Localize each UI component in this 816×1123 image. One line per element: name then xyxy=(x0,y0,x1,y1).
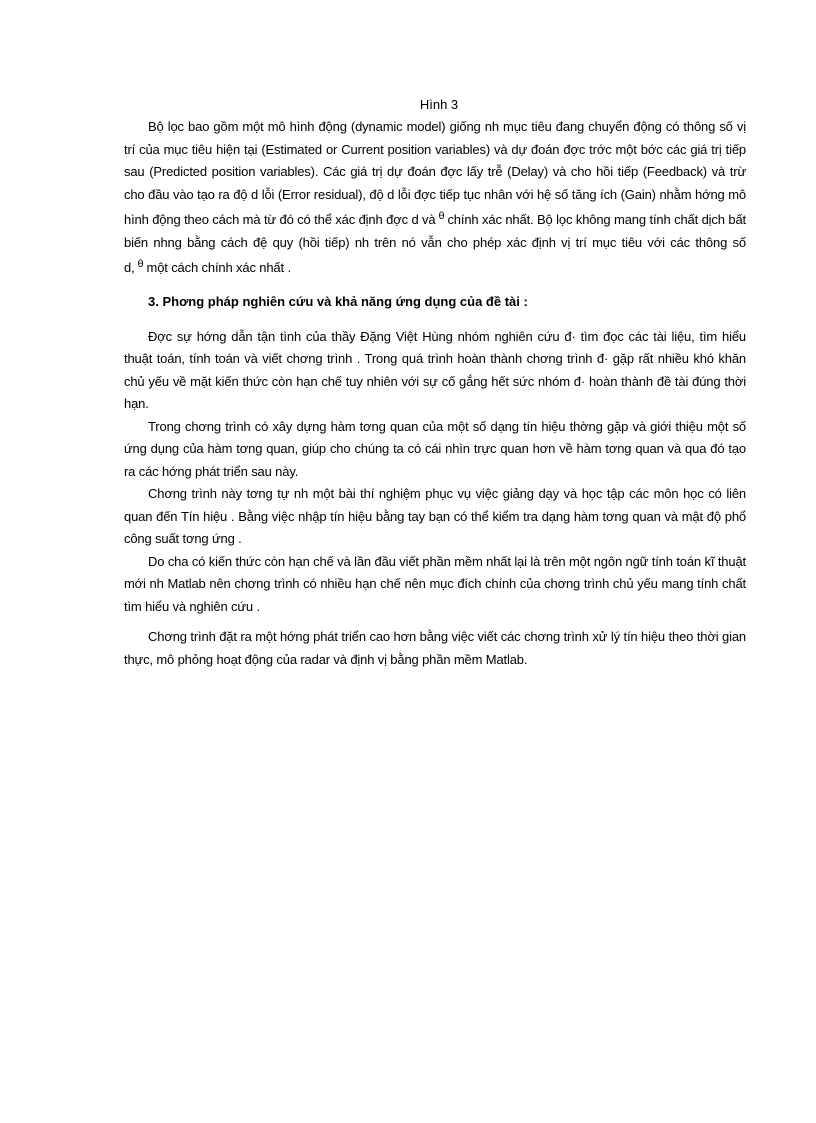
body-paragraph: Chơng trình này tơng tự nh một bài thí nghiệm phục vụ việc giảng dạy và học tập các môn học có liên quan đến Tín hiệu . Bằng việc nhập tín hiệu bằng tay bạn có thể kiểm tra dạng hàm tơng quan và mật độ phổ công suất tơng ứng . xyxy=(124,486,746,546)
paragraph-text-part-1: Bộ lọc bao gồm một mô hình động (dynamic model) giống nh mục tiêu đang chuyển động có thông số vị trí của mục tiêu hiện tại (Estimated or Current position variables) và dự đoán đợc trớc một bớc các giá trị tiếp sau (Predicted position variables). Các giá trị dự đoán đợc lấy trễ (Delay) và cho hồi tiếp (Feedback) và trừ cho đầu vào tạo ra độ d lỗi (Error residual), độ d lỗi đợc tiếp tục nhân với hệ số tăng ích (Gain) nhằm hớng mô hình động theo cách mà từ đó có thể xác định đợc d và xyxy=(124,119,746,227)
figure-caption: Hình 3 xyxy=(419,97,459,112)
filter-description-paragraph xyxy=(124,116,746,280)
paragraph-text-part-2: chính xác nhất. Bộ lọc không mang tính chất dịch bất biến nhng bằng cách đệ quy (hồi tiếp) nh trên nó vẫn cho phép xác định vị trí mục tiêu với các thông số d, xyxy=(124,212,746,275)
theta-symbol: θ xyxy=(438,211,445,222)
page-content xyxy=(124,94,746,671)
body-paragraph: Chơng trình đặt ra một hớng phát triển cao hơn bằng việc viết các chơng trình xử lý tín hiệu theo thời gian thực, mô phỏng hoạt động của radar và định vị bằng phần mềm Matlab. xyxy=(124,629,746,667)
paragraph-text-part-3: một cách chính xác nhất . xyxy=(146,260,291,275)
body-paragraph: Do cha có kiến thức còn hạn chế và lần đầu viết phần mềm nhất lại là trên một ngôn ngữ tính toán kĩ thuật mới nh Matlab nên chơng trình có nhiều hạn chế nên mục đích chính của chơng trình chủ yếu mang tính chất tìm hiểu và nghiên cứu . xyxy=(124,553,746,614)
section-heading: 3. Phơng pháp nghiên cứu và khả năng ứng dụng của đề tài : xyxy=(148,293,528,309)
body-paragraph: Trong chơng trình có xây dựng hàm tơng quan của một số dạng tín hiệu thờng gặp và giới thiệu một số ứng dụng của hàm tơng quan, giúp cho chúng ta có cái nhìn trực quan hơn về hàm tơng quan và qua đó tạo ra các hớng phát triển sau này. xyxy=(124,418,746,479)
theta-symbol: θ xyxy=(137,259,144,270)
body-paragraph: Đợc sự hớng dẫn tận tình của thầy Đặng Việt Hùng nhóm nghiên cứu đ· tìm đọc các tài liệu, tìm hiểu thuật toán, tính toán và viết chơng trình . Trong quá trình hoàn thành chơng trình đ· gặp rất nhiều khó khăn chủ yếu về mặt kiến thức còn hạn chế tuy nhiên với sự cố gắng hết sức nhóm đ· hoàn thành đề tài đúng thời hạn. xyxy=(124,328,746,411)
